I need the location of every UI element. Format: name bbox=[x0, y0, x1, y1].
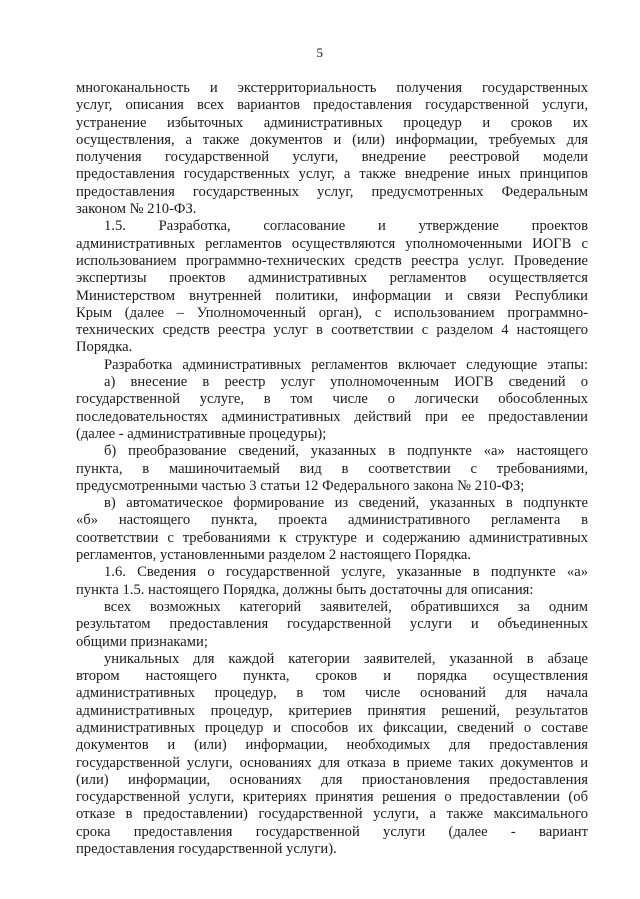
text-line: административных процедур, в том числе оснований для начала bbox=[76, 685, 588, 702]
text-line: государственной услуги, критериях принятия решения о предоставлении (об bbox=[76, 789, 588, 806]
text-line: срока предоставления государственной услуги (далее - вариант bbox=[76, 823, 588, 840]
text-line: «б» настоящего пункта, проекта административного регламента в bbox=[76, 512, 588, 529]
text-line: втором настоящего пункта, сроков и порядка осуществления bbox=[76, 668, 588, 685]
text-line: всех возможных категорий заявителей, обратившихся за одним bbox=[104, 598, 588, 615]
text-line: пункта, в машиночитаемый вид в соответствии с требованиями, bbox=[76, 460, 588, 477]
text-line: государственной услуги, основаниях для отказа в приеме таких документов и bbox=[76, 754, 588, 771]
text-line: последовательностях административных действий при ее предоставлении bbox=[76, 408, 588, 425]
text-line: 1.6. Сведения о государственной услуге, указанные в подпункте «а» bbox=[104, 564, 588, 581]
text-line: экспертизы проектов административных регламентов осуществляется bbox=[76, 270, 588, 287]
text-line: услуг, описания всех вариантов предоставления государственной услуги, bbox=[76, 97, 588, 114]
text-line: Министерством внутренней политики, информации и связи Республики bbox=[76, 287, 588, 304]
text-line: административных регламентов осуществляются уполномоченными ИОГВ с bbox=[76, 235, 588, 252]
text-line: предоставления государственных услуг, а также внедрение иных принципов bbox=[76, 166, 588, 183]
text-line: уникальных для каждой категории заявителей, указанной в абзаце bbox=[104, 650, 588, 667]
text-line: многоканальность и экстерриториальность получения государственных bbox=[76, 80, 588, 96]
text-line: соответствии с требованиями к структуре и содержанию административных bbox=[76, 529, 588, 546]
text-line: предусмотренными частью 3 статьи 12 Федерального закона № 210-ФЗ; bbox=[76, 477, 525, 494]
text-line: регламентов, установленными разделом 2 настоящего Порядка. bbox=[76, 547, 471, 564]
text-line: результатом предоставления государственной услуги и объединенных bbox=[76, 616, 588, 633]
text-line: административных процедур и способов их фиксации, сведений о составе bbox=[76, 719, 588, 736]
text-line: б) преобразование сведений, указанных в подпункте «а» настоящего bbox=[104, 443, 588, 460]
text-line: технических средств реестра услуг в соответствии с разделом 4 настоящего bbox=[76, 322, 588, 339]
text-line: предоставления государственных услуг, предусмотренных Федеральным bbox=[76, 183, 588, 200]
text-line: Порядка. bbox=[76, 339, 133, 356]
text-line: государственной услуге, в том числе о логически обособленных bbox=[76, 391, 588, 408]
text-line: отказе в предоставлении) государственной услуги, а также максимального bbox=[76, 806, 588, 823]
text-line: использованием программно-технических средств реестра услуг. Проведение bbox=[76, 252, 588, 269]
page-number: 5 bbox=[316, 45, 324, 60]
document-body bbox=[76, 80, 588, 858]
text-line: документов и (или) информации, необходимых для предоставления bbox=[76, 737, 588, 754]
text-line: (далее - административные процедуры); bbox=[76, 425, 327, 442]
text-line: общими признаками; bbox=[76, 633, 208, 650]
text-line: (или) информации, основаниях для приостановления предоставления bbox=[76, 771, 588, 788]
text-line: а) внесение в реестр услуг уполномоченным ИОГВ сведений о bbox=[104, 374, 588, 391]
text-line: 1.5. Разработка, согласование и утверждение проектов bbox=[104, 218, 588, 235]
text-line: осуществления, а также документов и (или) информации, требуемых для bbox=[76, 131, 588, 148]
text-line: предоставления государственной услуги). bbox=[76, 841, 337, 858]
text-line: административных процедур, критериев принятия решений, результатов bbox=[76, 702, 588, 719]
text-line: в) автоматическое формирование из сведений, указанных в подпункте bbox=[104, 495, 588, 512]
text-line: пункта 1.5. настоящего Порядка, должны быть достаточны для описания: bbox=[76, 581, 534, 598]
text-line: устранение избыточных административных процедур и сроков их bbox=[76, 114, 588, 131]
text-line: Разработка административных регламентов включает следующие этапы: bbox=[104, 356, 588, 373]
text-line: законом № 210-ФЗ. bbox=[76, 201, 197, 218]
text-line: получения государственной услуги, внедрение реестровой модели bbox=[76, 149, 588, 166]
text-line: Крым (далее – Уполномоченный орган), с использованием программно- bbox=[76, 304, 588, 321]
